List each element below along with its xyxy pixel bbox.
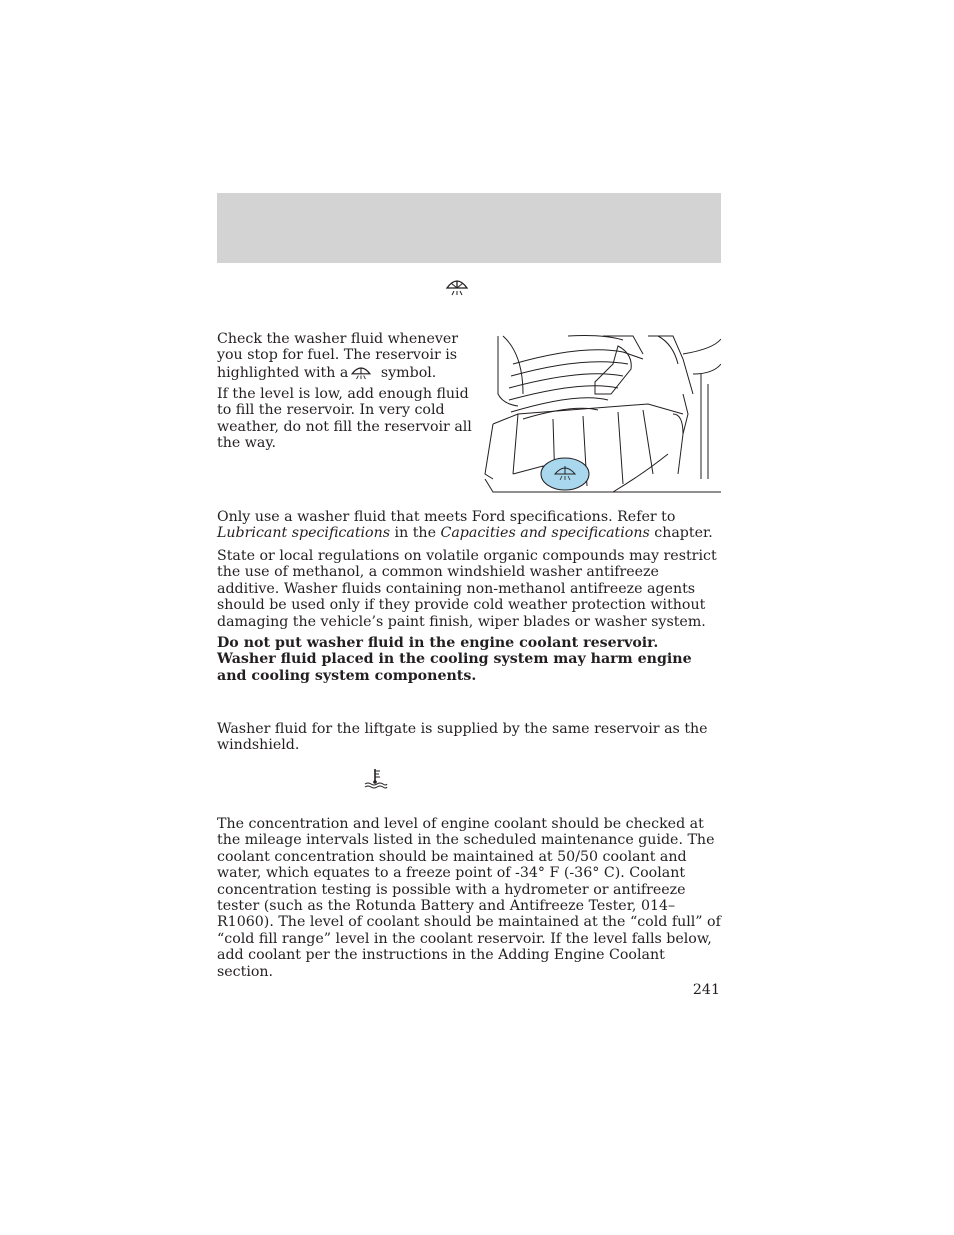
washer-low-paragraph: If the level is low, add enough fluid to fill the reservoir. In very cold weather, do not fill the reservoir all the way. [217, 386, 472, 452]
windshield-washer-icon [445, 276, 469, 296]
ford-spec-paragraph: Only use a washer fluid that meets Ford specifications. Refer to Lubricant specifications in the Capacities and specifications chapter. [217, 509, 713, 542]
regulations-paragraph: State or local regulations on volatile organic compounds may restrict the use of methanol, a common windshield washer antifreeze additive. Washer fluids containing non-methanol antifreeze agents should be used only if they provide cold weather protection without damaging the vehicle’s paint finish, wiper blades or washer system. [217, 548, 717, 630]
engine-compartment-illustration [483, 334, 721, 494]
warning-paragraph: Do not put washer fluid in the engine coolant reservoir. Washer fluid placed in the cooling system may harm engine and cooling system components. [217, 635, 692, 684]
washer-check-paragraph: Check the washer fluid whenever you stop for fuel. The reservoir is highlighted with a symbol. [217, 331, 459, 381]
windshield-washer-inline-icon [350, 364, 372, 380]
engine-coolant-temperature-icon [364, 767, 388, 789]
section-header-band [217, 193, 721, 263]
liftgate-paragraph: Washer fluid for the liftgate is supplied by the same reservoir as the windshield. [217, 721, 708, 754]
page-number: 241 [692, 982, 720, 998]
coolant-paragraph: The concentration and level of engine coolant should be checked at the mileage intervals listed in the scheduled maintenance guide. The coolant concentration should be maintained at 50/50 coolant and water, which equates to a freeze point of -34° F (-36° C). Coolant concentration testing is possible with a hydrometer or antifreeze tester (such as the Rotunda Battery and Antifreeze Tester, 014–R1060). The level of coolant should be maintained at the “cold full” of “cold fill range” level in the coolant reservoir. If the level falls below, add coolant per the instructions in the Adding Engine Coolant section. [217, 816, 721, 980]
